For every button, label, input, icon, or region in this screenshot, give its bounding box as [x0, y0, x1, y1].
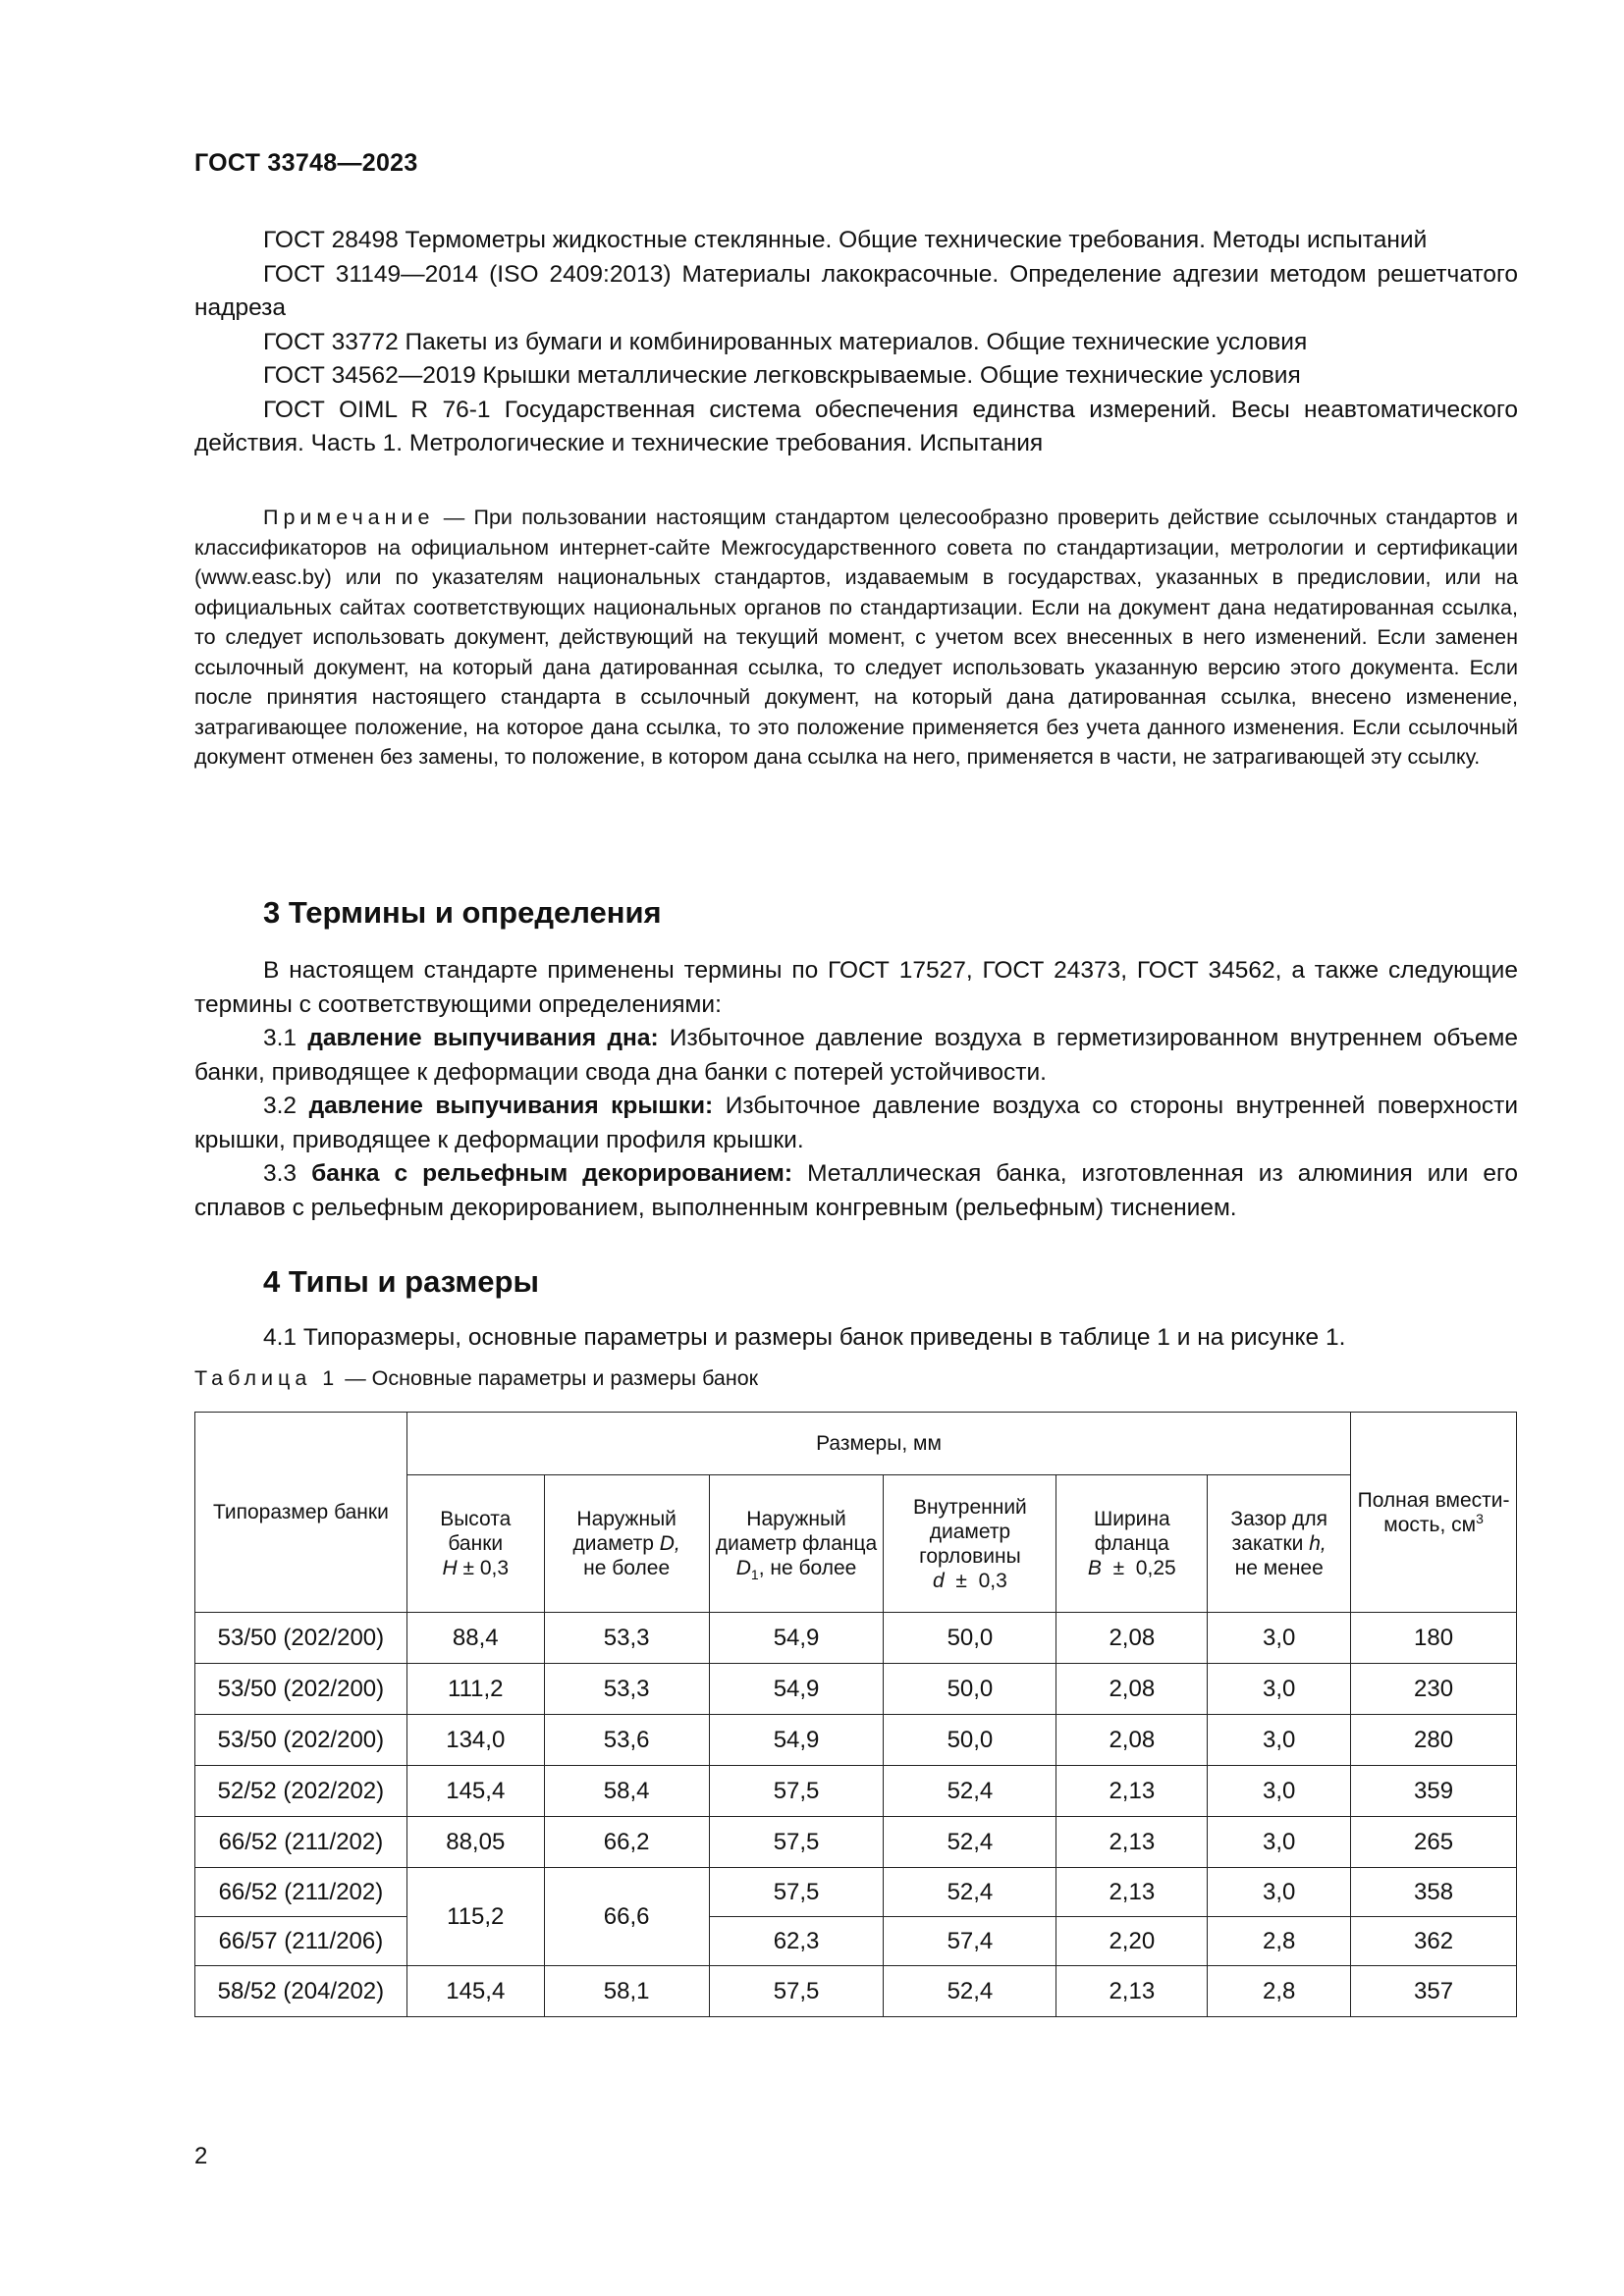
cell-type: 52/52 (202/202) — [195, 1766, 407, 1817]
section-4-title: 4 Типы и размеры — [263, 1264, 539, 1299]
reference-item: ГОСТ OIML R 76-1 Государственная система обеспечения единства измерений. Весы неавтоматического действия. Часть 1. Метрологические и технические требования. Испытания — [194, 396, 1518, 456]
cell-flange-diameter: 57,5 — [709, 1868, 884, 1917]
cell-gap: 3,0 — [1208, 1766, 1351, 1817]
cell-flange-width: 2,13 — [1056, 1766, 1208, 1817]
cell-gap: 3,0 — [1208, 1664, 1351, 1715]
cell-height: 111,2 — [406, 1664, 544, 1715]
paragraph-4-1: 4.1 Типоразмеры, основные параметры и размеры банок приведены в таблице 1 и на рисунке 1. — [263, 1324, 1346, 1351]
cell-volume: 265 — [1351, 1817, 1517, 1868]
page-number: 2 — [194, 2143, 208, 2169]
table-caption-text: — Основные параметры и размеры банок — [339, 1366, 759, 1390]
cell-outer-diameter: 58,1 — [544, 1966, 709, 2017]
table-row — [195, 1917, 1517, 1966]
cell-outer-diameter: 53,6 — [544, 1715, 709, 1766]
cell-height: 145,4 — [406, 1966, 544, 2017]
table-row — [195, 1613, 1517, 1664]
term-number: 3.2 — [263, 1093, 298, 1119]
term-definition: Избыточное давление воздуха в герметизированном внутреннем объеме банки, приводящее к деформации свода дна банки с потерей устойчивости. — [194, 1025, 1518, 1086]
table-row — [195, 1868, 1517, 1917]
cell-gap: 3,0 — [1208, 1613, 1351, 1664]
cell-inner-diameter: 52,4 — [884, 1868, 1056, 1917]
table-row — [195, 1664, 1517, 1715]
cell-volume: 362 — [1351, 1917, 1517, 1966]
header-inner-diameter: Внутренний диаметр горловины d ± 0,3 — [884, 1475, 1056, 1613]
cell-flange-width: 2,13 — [1056, 1966, 1208, 2017]
reference-item: ГОСТ 28498 Термометры жидкостные стеклянные. Общие технические требования. Методы испытаний — [263, 227, 1428, 253]
term-name: давление выпучивания крышки: — [308, 1093, 714, 1119]
term-number: 3.1 — [263, 1025, 298, 1051]
cell-type: 66/52 (211/202) — [195, 1868, 407, 1917]
cell-outer-diameter: 66,6 — [544, 1868, 709, 1966]
document-header: ГОСТ 33748—2023 — [194, 149, 418, 177]
cell-flange-diameter: 54,9 — [709, 1664, 884, 1715]
cell-inner-diameter: 52,4 — [884, 1966, 1056, 2017]
section-3-body — [194, 954, 1518, 1225]
cell-height: 88,05 — [406, 1817, 544, 1868]
cell-volume: 280 — [1351, 1715, 1517, 1766]
cell-volume: 180 — [1351, 1613, 1517, 1664]
reference-item: ГОСТ 33772 Пакеты из бумаги и комбинированных материалов. Общие технические условия — [263, 328, 1308, 355]
header-gap: Зазор для закатки h, не менее — [1208, 1475, 1351, 1613]
section-4-body — [194, 1321, 1518, 1356]
term-name: банка с рельефным декорированием: — [311, 1160, 793, 1187]
cell-flange-diameter: 54,9 — [709, 1715, 884, 1766]
note-text: — При пользовании настоящим стандартом целесообразно проверить действие ссылочных стандартов и классификаторов на официальном интернет-сайте Межгосударственного совета по стандартизации, метрологии и сертификации (www.easc.by) или по указателям национальных стандартов, издаваемым в государствах, указанных в предисловии, или на официальных сайтах соответствующих национальных органов по стандартизации. Если на документ дана недатированная ссылка, то следует использовать документ, действующий на текущий момент, с учетом всех внесенных в него изменений. Если заменен ссылочный документ, на который дана датированная ссылка, то следует использовать указанную версию этого документа. Если после принятия настоящего стандарта в ссылочный документ, на который дана датированная ссылка, внесено изменение, затрагивающее положение, на которое дана ссылка, то это положение применяется без учета данного изменения. Если ссылочный документ отменен без замены, то положение, в котором дана ссылка на него, применяется в части, не затрагивающей эту ссылку. — [194, 506, 1518, 769]
cell-gap: 3,0 — [1208, 1715, 1351, 1766]
cell-height: 145,4 — [406, 1766, 544, 1817]
cell-flange-diameter: 57,5 — [709, 1766, 884, 1817]
term-definition: Металлическая банка, изготовленная из алюминия или его сплавов с рельефным декорированием, выполненным конгревным (рельефным) тиснением. — [194, 1160, 1519, 1221]
cell-flange-diameter: 54,9 — [709, 1613, 884, 1664]
header-volume: Полная вмести-мость, $см^3$ — [1351, 1413, 1517, 1613]
cell-flange-width: 2,20 — [1056, 1917, 1208, 1966]
cell-flange-width: 2,13 — [1056, 1817, 1208, 1868]
header-type: Типоразмер банки — [195, 1413, 407, 1613]
cell-height: 115,2 — [406, 1868, 544, 1966]
cell-volume: 358 — [1351, 1868, 1517, 1917]
cell-flange-width: 2,08 — [1056, 1715, 1208, 1766]
cell-type: 53/50 (202/200) — [195, 1664, 407, 1715]
cell-inner-diameter: 52,4 — [884, 1766, 1056, 1817]
cell-type: 66/52 (211/202) — [195, 1817, 407, 1868]
term-3-2 — [194, 1090, 1518, 1157]
cell-gap: 2,8 — [1208, 1917, 1351, 1966]
cell-flange-diameter: 62,3 — [709, 1917, 884, 1966]
cell-outer-diameter: 58,4 — [544, 1766, 709, 1817]
cell-gap: 3,0 — [1208, 1868, 1351, 1917]
dimensions-table — [194, 1412, 1517, 2017]
term-definition: Избыточное давление воздуха со стороны внутренней поверхности крышки, приводящее к деформации профиля крышки. — [194, 1093, 1519, 1153]
table-row — [195, 1766, 1517, 1817]
cell-volume: 359 — [1351, 1766, 1517, 1817]
term-number: 3.3 — [263, 1160, 298, 1187]
reference-item: ГОСТ 34562—2019 Крышки металлические легковскрываемые. Общие технические условия — [263, 362, 1301, 389]
cell-gap: 2,8 — [1208, 1966, 1351, 2017]
table-caption-label: Таблица 1 — [194, 1366, 340, 1390]
cell-inner-diameter: 50,0 — [884, 1664, 1056, 1715]
cell-gap: 3,0 — [1208, 1817, 1351, 1868]
cell-type: 58/52 (204/202) — [195, 1966, 407, 2017]
cell-inner-diameter: 50,0 — [884, 1715, 1056, 1766]
table-row — [195, 1817, 1517, 1868]
cell-volume: 357 — [1351, 1966, 1517, 2017]
cell-outer-diameter: 66,2 — [544, 1817, 709, 1868]
cell-volume: 230 — [1351, 1664, 1517, 1715]
cell-inner-diameter: 52,4 — [884, 1817, 1056, 1868]
header-flange-diameter: Наружный диаметр фланца $D_1$, не более — [709, 1475, 884, 1613]
cell-outer-diameter: 53,3 — [544, 1613, 709, 1664]
header-dimensions: Размеры, мм — [406, 1413, 1350, 1475]
term-3-3 — [194, 1157, 1518, 1225]
header-outer-diameter: Наружный диаметр D, не более — [544, 1475, 709, 1613]
cell-inner-diameter: 57,4 — [884, 1917, 1056, 1966]
cell-type: 53/50 (202/200) — [195, 1613, 407, 1664]
cell-outer-diameter: 53,3 — [544, 1664, 709, 1715]
cell-type: 53/50 (202/200) — [195, 1715, 407, 1766]
cell-flange-diameter: 57,5 — [709, 1966, 884, 2017]
header-height: Высота банки H ± 0,3 — [406, 1475, 544, 1613]
cell-inner-diameter: 50,0 — [884, 1613, 1056, 1664]
cell-flange-width: 2,08 — [1056, 1664, 1208, 1715]
term-3-1 — [194, 1022, 1518, 1090]
table-row — [195, 1715, 1517, 1766]
cell-flange-diameter: 57,5 — [709, 1817, 884, 1868]
cell-type: 66/57 (211/206) — [195, 1917, 407, 1966]
term-name: давление выпучивания дна: — [307, 1025, 659, 1051]
note-label: Примечание — [263, 506, 435, 529]
note-paragraph — [194, 503, 1518, 773]
cell-height: 88,4 — [406, 1613, 544, 1664]
section-3-title: 3 Термины и определения — [263, 895, 662, 930]
header-flange-width: Ширина фланца B ± 0,25 — [1056, 1475, 1208, 1613]
section-3-intro: В настоящем стандарте применены термины по ГОСТ 17527, ГОСТ 24373, ГОСТ 34562, а также следующие термины с соответствующими определениями: — [194, 957, 1518, 1018]
table-row — [195, 1966, 1517, 2017]
cell-flange-width: 2,08 — [1056, 1613, 1208, 1664]
cell-height: 134,0 — [406, 1715, 544, 1766]
references-list — [194, 224, 1518, 461]
cell-flange-width: 2,13 — [1056, 1868, 1208, 1917]
table-caption — [194, 1366, 758, 1391]
reference-item: ГОСТ 31149—2014 (ISO 2409:2013) Материалы лакокрасочные. Определение адгезии методом решетчатого надреза — [194, 260, 1518, 321]
